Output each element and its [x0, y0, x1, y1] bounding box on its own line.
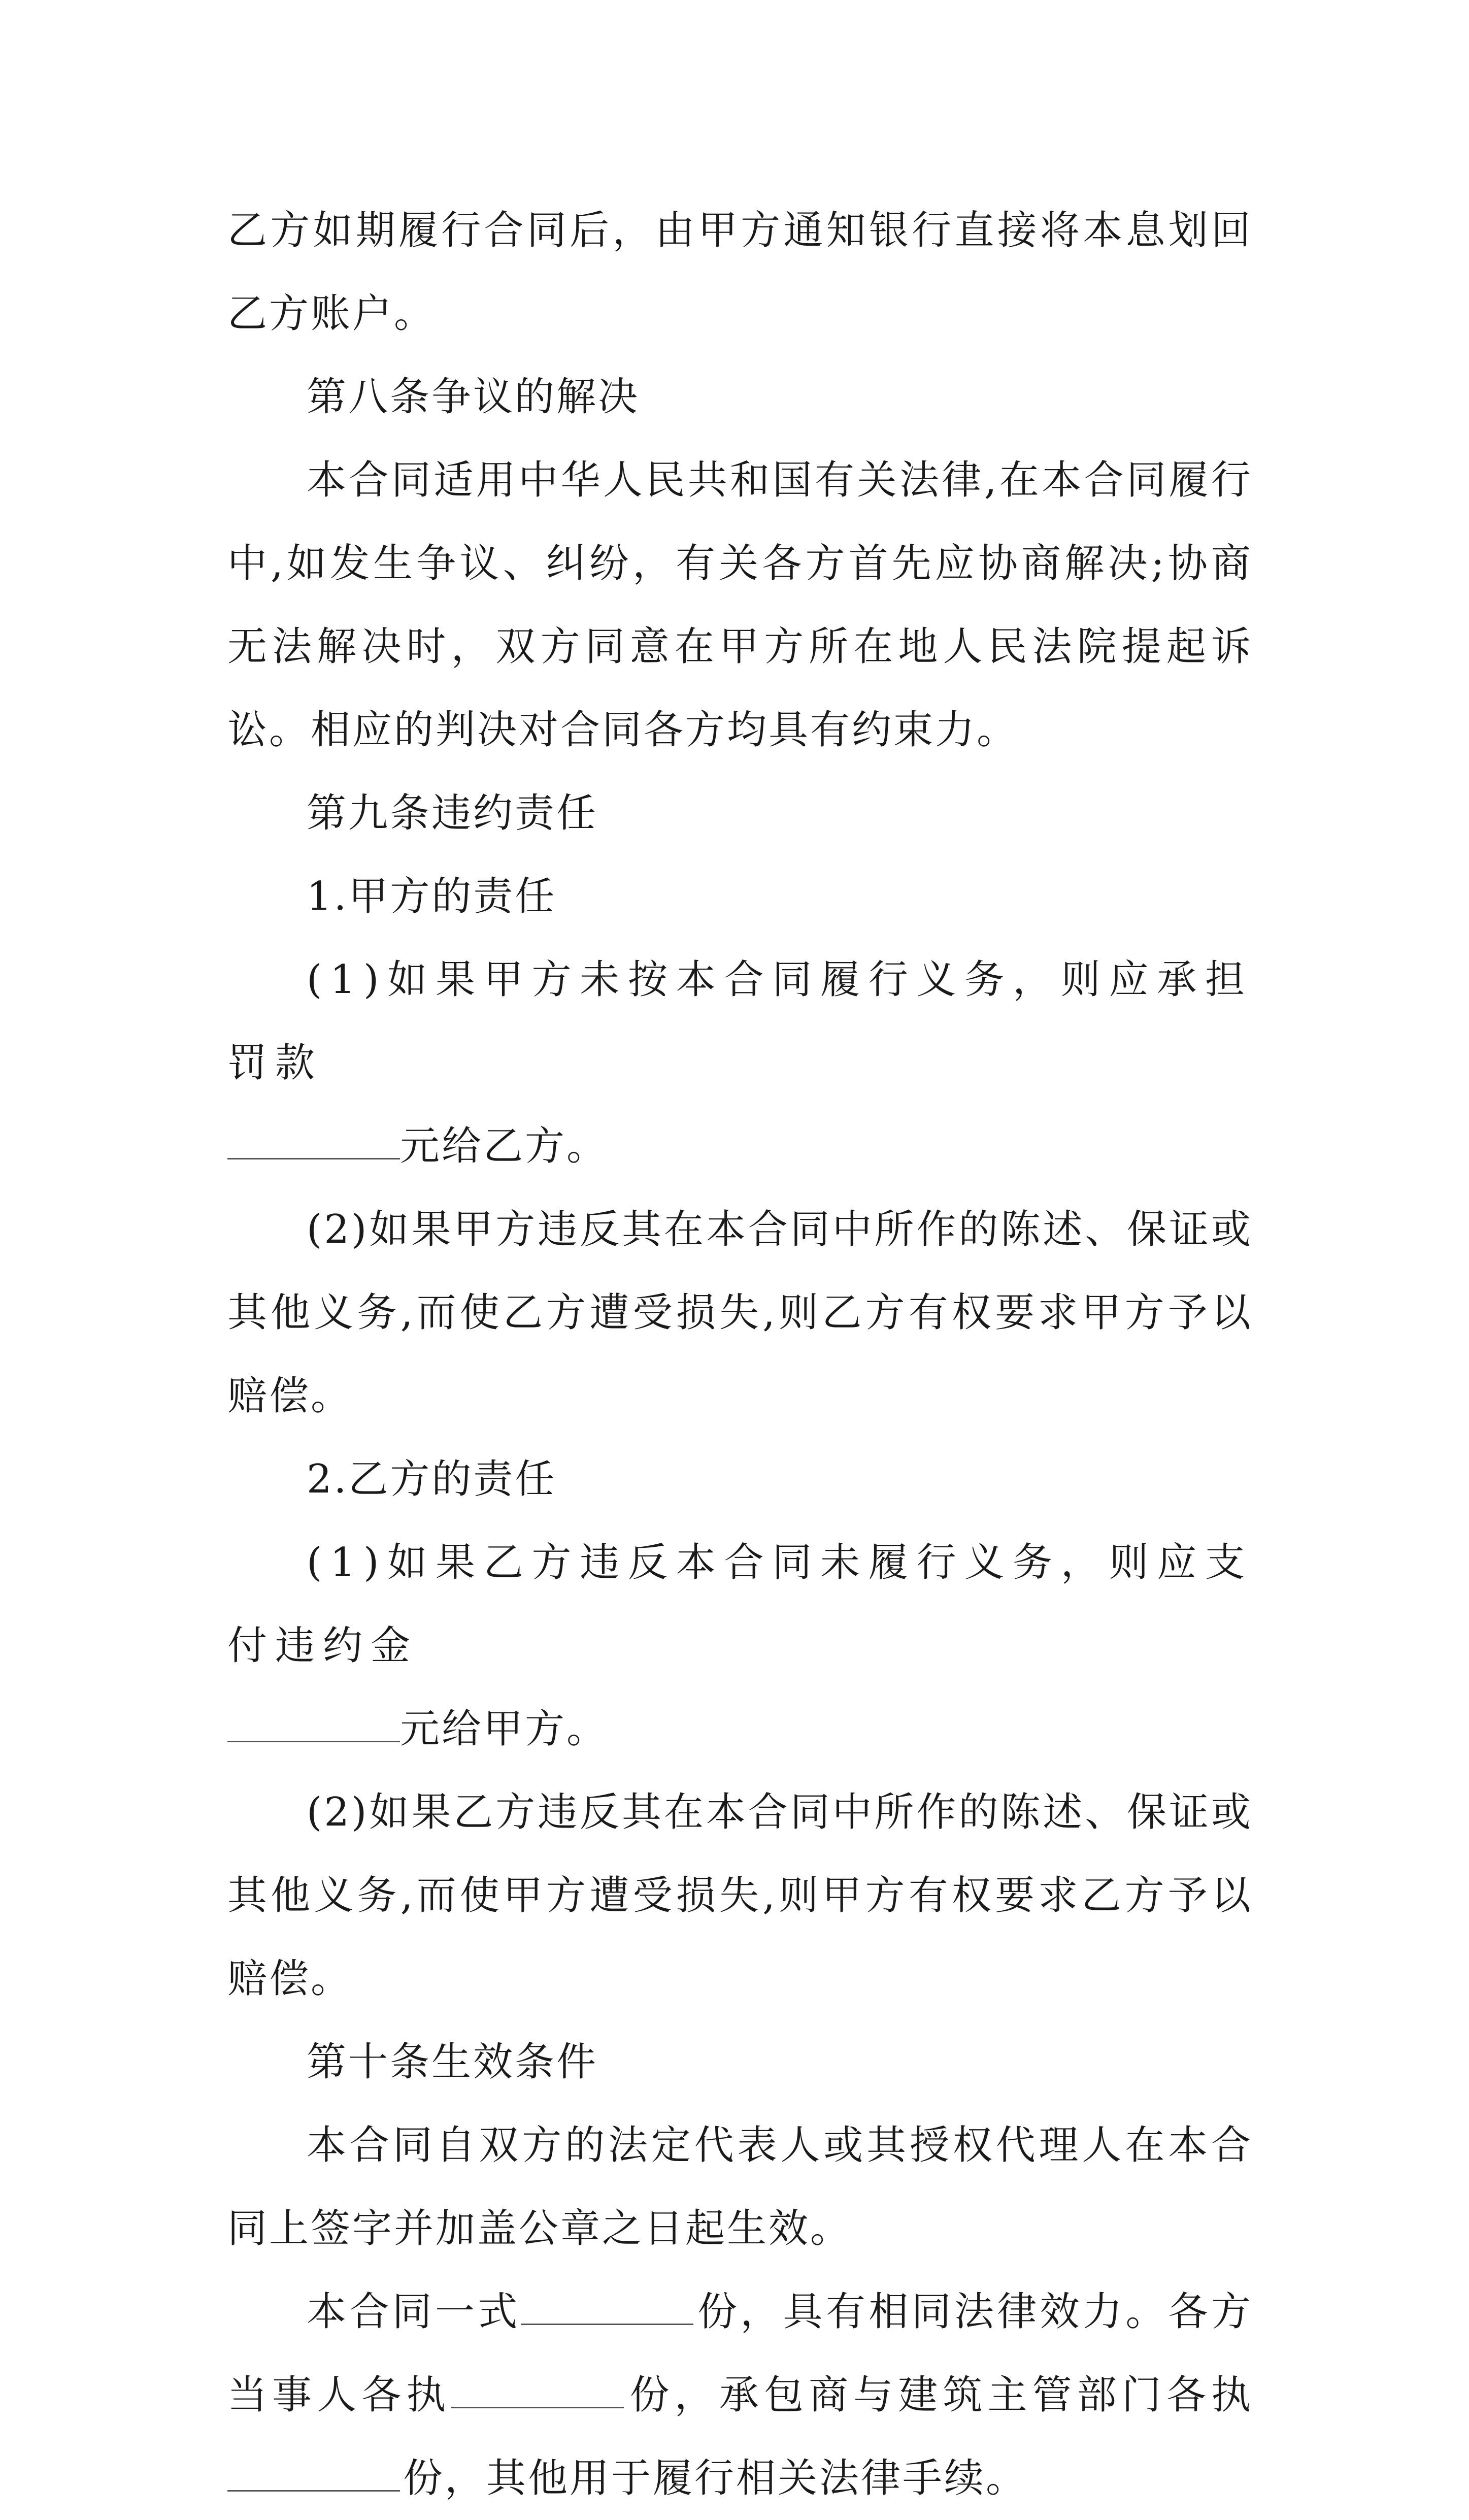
party-b-clause-2: (2)如果乙方违反其在本合同中所作的陈述、保证或其他义务,而使甲方遭受损失,则甲方有权要求乙方予以赔偿。: [227, 1789, 1253, 2002]
article-8-title: 第八条争议的解决: [307, 374, 640, 420]
penalty-amount-blank: [227, 1705, 400, 1742]
party-b-clause-1: [227, 1521, 1253, 1687]
party-a-clause-1: [227, 938, 1253, 1105]
article-8-body: 本合同适用中华人民共和国有关法律,在本合同履行中,如发生争议、纠纷，有关各方首先应协商解决;协商无法解决时，双方同意在甲方所在地人民法院提起诉讼。相应的判决对合同各方均具有约束力。: [227, 457, 1253, 753]
copies-text-1: 本合同一式: [307, 2289, 521, 2335]
copies-paragraph: [227, 2270, 1253, 2520]
authority-copies-blank: [227, 2455, 400, 2492]
article-10-title: 第十条生效条件: [307, 2039, 598, 2085]
party-a-liability-title: 1.甲方的责任: [307, 874, 557, 919]
fine-amount-blank: [227, 1122, 400, 1159]
party-a-clause-1-tail: 元给乙方。: [400, 1123, 609, 1169]
copies-text-4: 份，其他用于履行相关法律手续。: [403, 2456, 1028, 2501]
copies-text-3: 份，承包商与建筑主管部门各执: [626, 2372, 1253, 2418]
party-b-clause-1-text: (1)如果乙方违反本合同未履行义务，则应支付违约金: [227, 1540, 1253, 1669]
paragraph-repayment: 乙方如期履行合同后，由甲方通知银行直接将本息划回乙方账户。: [227, 208, 1253, 337]
party-b-clause-1-continued: [227, 1687, 1253, 1771]
article-10-body: 本合同自双方的法定代表人或其授权代理人在本合同上签字并加盖公章之日起生效。: [227, 2123, 1253, 2251]
party-copies-blank: [451, 2371, 624, 2408]
article-9-title: 第九条违约责任: [307, 790, 598, 836]
party-a-clause-2: (2)如果甲方违反其在本合同中所作的陈述、保证或其他义务,而使乙方遭受损失,则乙方有权要求甲方予以赔偿。: [227, 1207, 1253, 1419]
document-body: [227, 189, 1253, 2520]
party-a-clause-1-continued: [227, 1105, 1253, 1188]
total-copies-blank: [521, 2288, 693, 2325]
party-b-clause-1-tail: 元给甲方。: [400, 1706, 609, 1752]
party-b-liability-title: 2.乙方的责任: [307, 1456, 557, 1502]
party-a-clause-1-text: (1)如果甲方未按本合同履行义务，则应承担罚款: [227, 957, 1253, 1086]
copies-text-2: 份，具有相同法律效力。各方当事人各执: [227, 2289, 1253, 2418]
